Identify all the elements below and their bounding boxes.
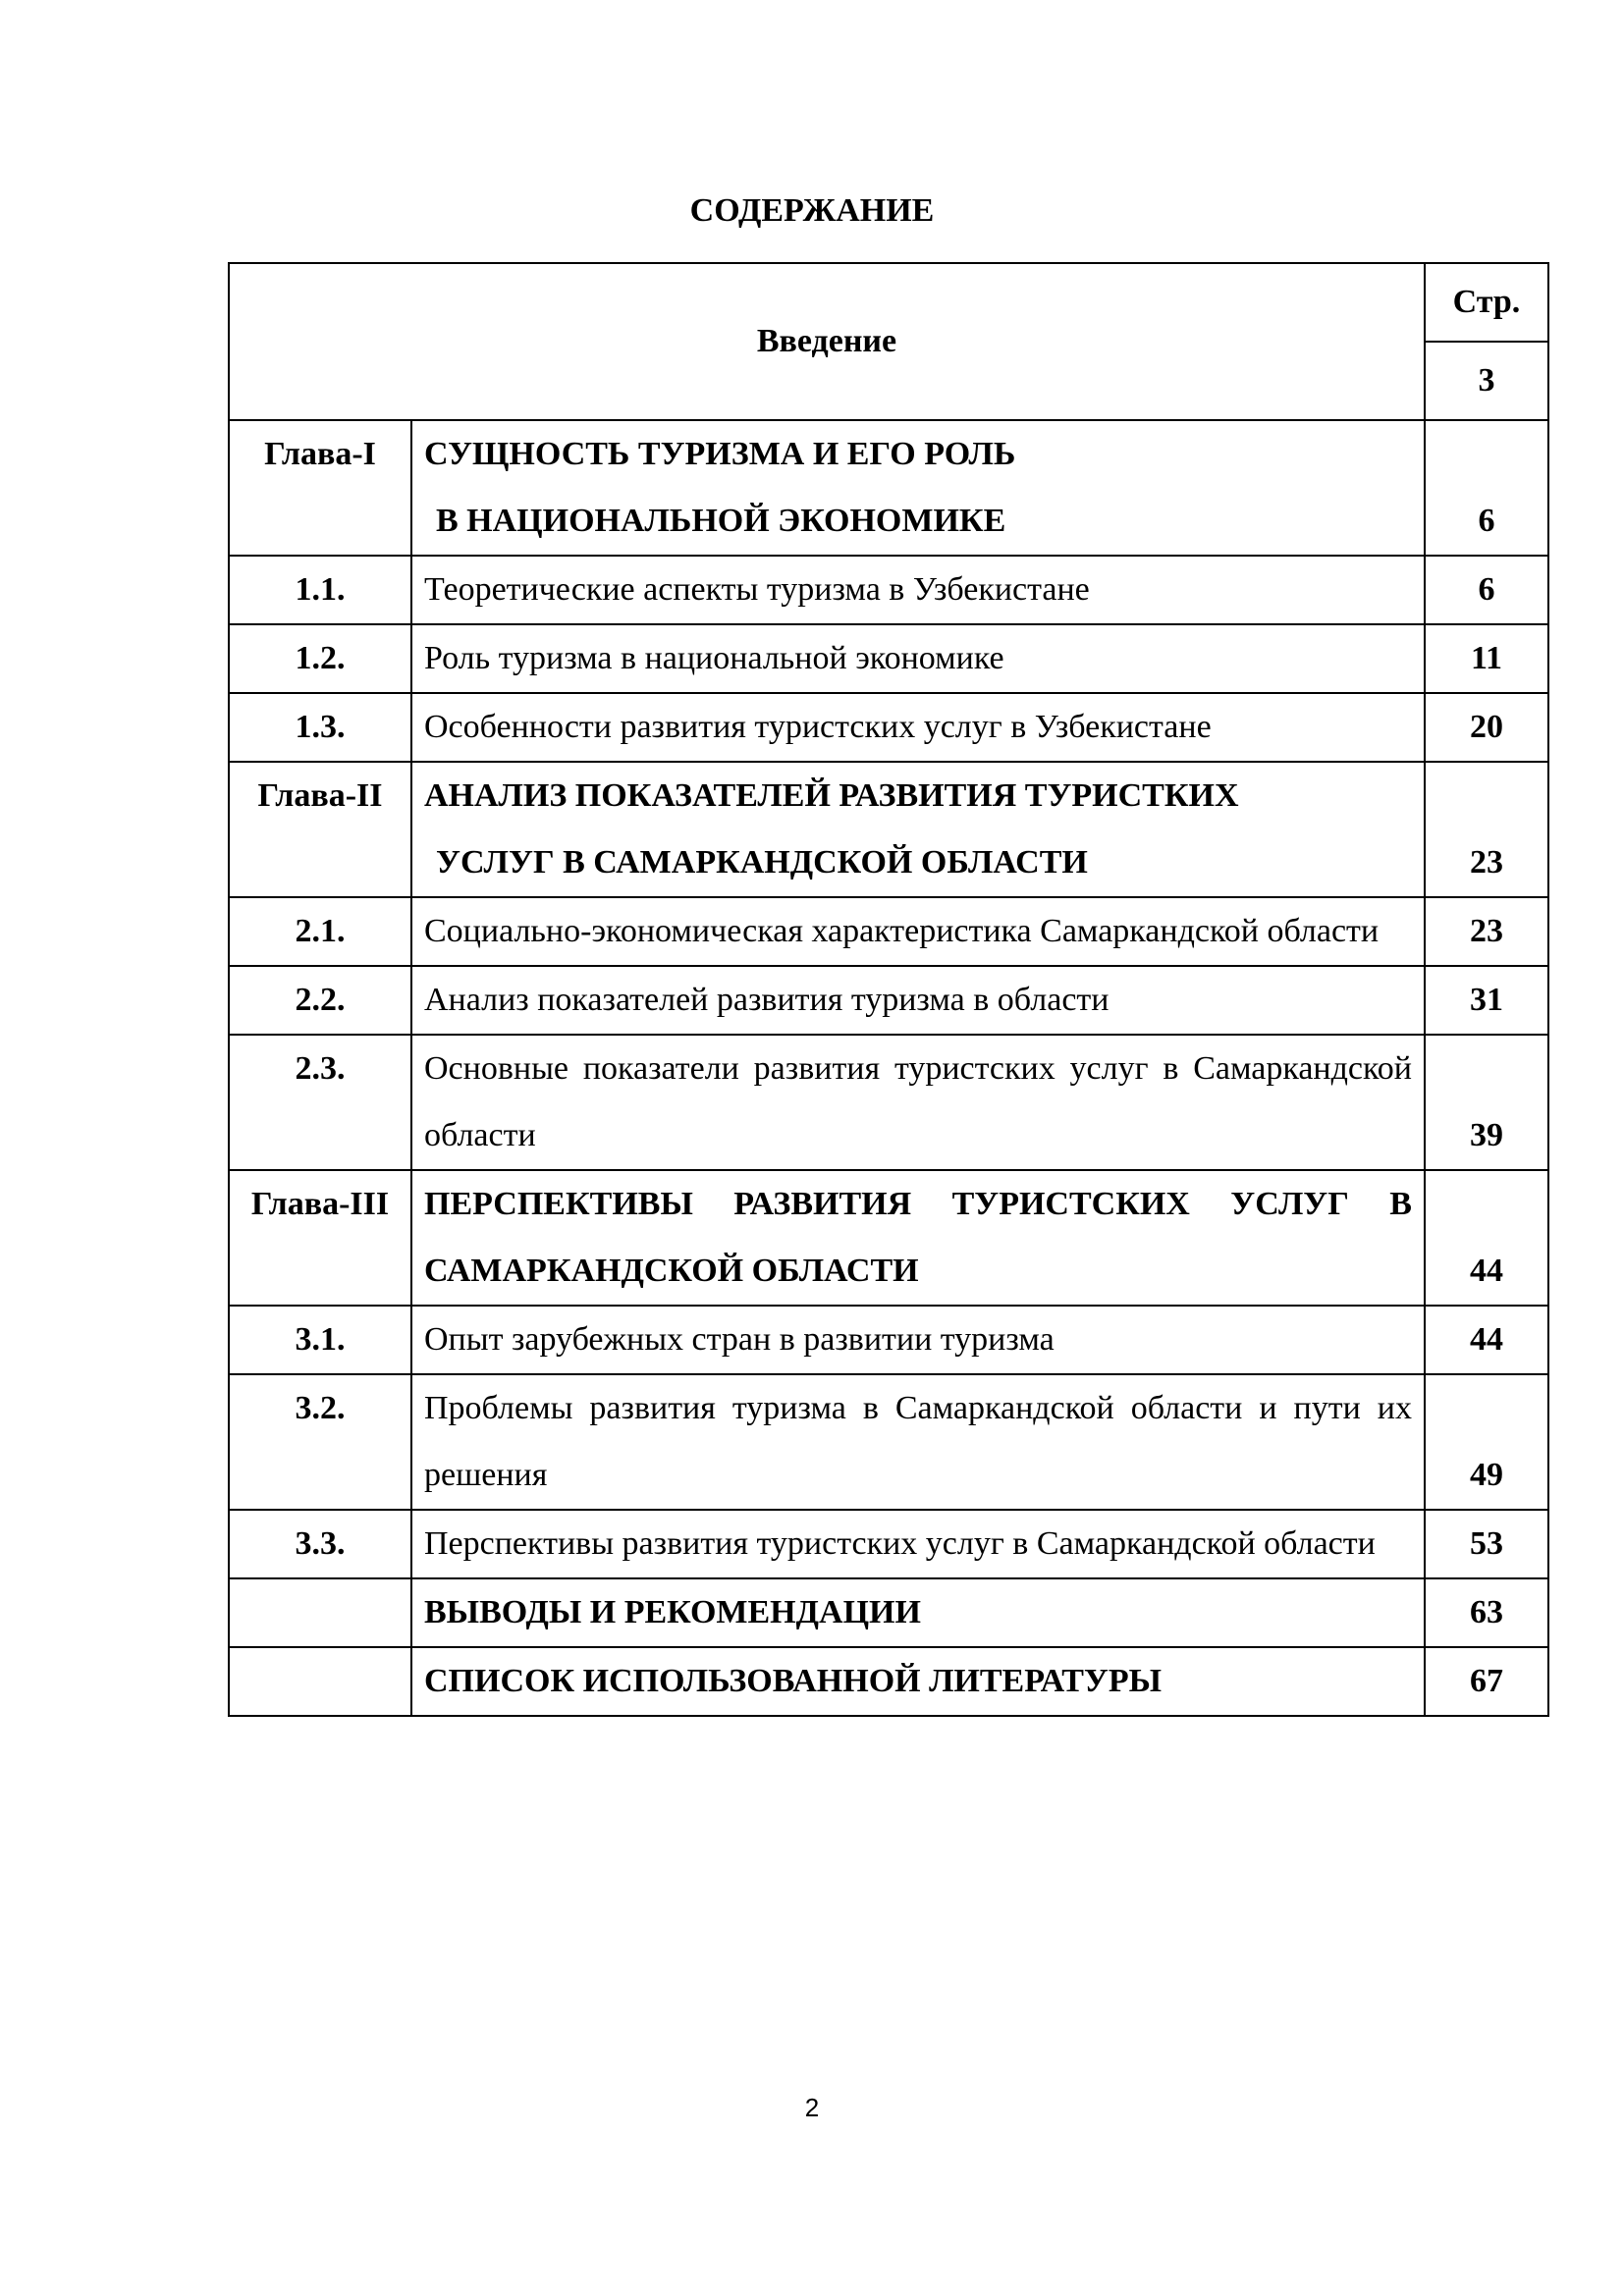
toc-row-num: 1.3. xyxy=(229,693,411,762)
toc-row-title: Опыт зарубежных стран в развитии туризма xyxy=(411,1306,1425,1374)
toc-row-title: Основные показатели развития туристских услуг в Самаркандской области xyxy=(411,1035,1425,1170)
toc-row-title: Анализ показателей развития туризма в области xyxy=(411,966,1425,1035)
toc-row-page: 44 xyxy=(1425,1306,1548,1374)
toc-row-page: 6 xyxy=(1425,420,1548,556)
toc-row-num: 3.3. xyxy=(229,1510,411,1578)
toc-row-title: Особенности развития туристских услуг в Узбекистане xyxy=(411,693,1425,762)
toc-row-num: 3.1. xyxy=(229,1306,411,1374)
toc-row-num: 3.2. xyxy=(229,1374,411,1510)
toc-row-3-1 xyxy=(229,1306,1548,1374)
toc-row-3-2 xyxy=(229,1374,1548,1510)
intro-page: 3 xyxy=(1425,342,1548,420)
toc-row-bibliography xyxy=(229,1647,1548,1716)
toc-row-num: 1.1. xyxy=(229,556,411,624)
toc-row-num: Глава-III xyxy=(229,1170,411,1306)
toc-row-title: Роль туризма в национальной экономике xyxy=(411,624,1425,693)
toc-row-title: ВЫВОДЫ И РЕКОМЕНДАЦИИ xyxy=(411,1578,1425,1647)
toc-row-page: 49 xyxy=(1425,1374,1548,1510)
toc-row-2-3 xyxy=(229,1035,1548,1170)
toc-row-page: 11 xyxy=(1425,624,1548,693)
toc-title-line: СУЩНОСТЬ ТУРИЗМА И ЕГО РОЛЬ xyxy=(424,436,1016,472)
toc-row-page: 20 xyxy=(1425,693,1548,762)
toc-row-title: Теоретические аспекты туризма в Узбекистане xyxy=(411,556,1425,624)
toc-row-chapter-3 xyxy=(229,1170,1548,1306)
toc-row-page: 23 xyxy=(1425,762,1548,897)
toc-heading: СОДЕРЖАНИЕ xyxy=(689,192,935,229)
toc-title-line: В НАЦИОНАЛЬНОЙ ЭКОНОМИКЕ xyxy=(436,503,1006,539)
page-number: 2 xyxy=(804,2093,820,2122)
toc-row-title: ПЕРСПЕКТИВЫ РАЗВИТИЯ ТУРИСТСКИХ УСЛУГ В САМАРКАНДСКОЙ ОБЛАСТИ xyxy=(411,1170,1425,1306)
toc-row-page: 31 xyxy=(1425,966,1548,1035)
toc-row-1-3 xyxy=(229,693,1548,762)
toc-row-num: 2.1. xyxy=(229,897,411,966)
toc-title-line: УСЛУГ В САМАРКАНДСКОЙ ОБЛАСТИ xyxy=(436,844,1088,881)
toc-row-num: Глава-I xyxy=(229,420,411,556)
toc-row-page: 67 xyxy=(1425,1647,1548,1716)
toc-row-num xyxy=(229,1647,411,1716)
toc-row-2-2 xyxy=(229,966,1548,1035)
toc-row-page: 44 xyxy=(1425,1170,1548,1306)
toc-row-2-1 xyxy=(229,897,1548,966)
toc-row-conclusions xyxy=(229,1578,1548,1647)
toc-row-title: СПИСОК ИСПОЛЬЗОВАННОЙ ЛИТЕРАТУРЫ xyxy=(411,1647,1425,1716)
toc-row-1-1 xyxy=(229,556,1548,624)
toc-row-title: Социально-экономическая характеристика Самаркандской области xyxy=(411,897,1425,966)
toc-row-title xyxy=(411,420,1425,556)
toc-row-chapter-1 xyxy=(229,420,1548,556)
toc-row-title: Перспективы развития туристских услуг в Самаркандской области xyxy=(411,1510,1425,1578)
toc-row-num: 2.3. xyxy=(229,1035,411,1170)
toc-row-3-3 xyxy=(229,1510,1548,1578)
toc-row-page: 6 xyxy=(1425,556,1548,624)
toc-row-num: 1.2. xyxy=(229,624,411,693)
toc-header-row xyxy=(229,263,1548,342)
toc-row-num: Глава-II xyxy=(229,762,411,897)
toc-row-page: 39 xyxy=(1425,1035,1548,1170)
toc-row-page: 63 xyxy=(1425,1578,1548,1647)
toc-title-line: АНАЛИЗ ПОКАЗАТЕЛЕЙ РАЗВИТИЯ ТУРИСТКИХ xyxy=(424,777,1239,814)
toc-table xyxy=(228,262,1549,1717)
toc-row-chapter-2 xyxy=(229,762,1548,897)
page-column-header: Стр. xyxy=(1425,263,1548,342)
toc-row-num: 2.2. xyxy=(229,966,411,1035)
toc-row-title xyxy=(411,762,1425,897)
toc-row-title: Проблемы развития туризма в Самаркандской области и пути их решения xyxy=(411,1374,1425,1510)
toc-row-num xyxy=(229,1578,411,1647)
intro-title: Введение xyxy=(229,263,1425,420)
toc-row-page: 23 xyxy=(1425,897,1548,966)
toc-row-page: 53 xyxy=(1425,1510,1548,1578)
toc-row-1-2 xyxy=(229,624,1548,693)
